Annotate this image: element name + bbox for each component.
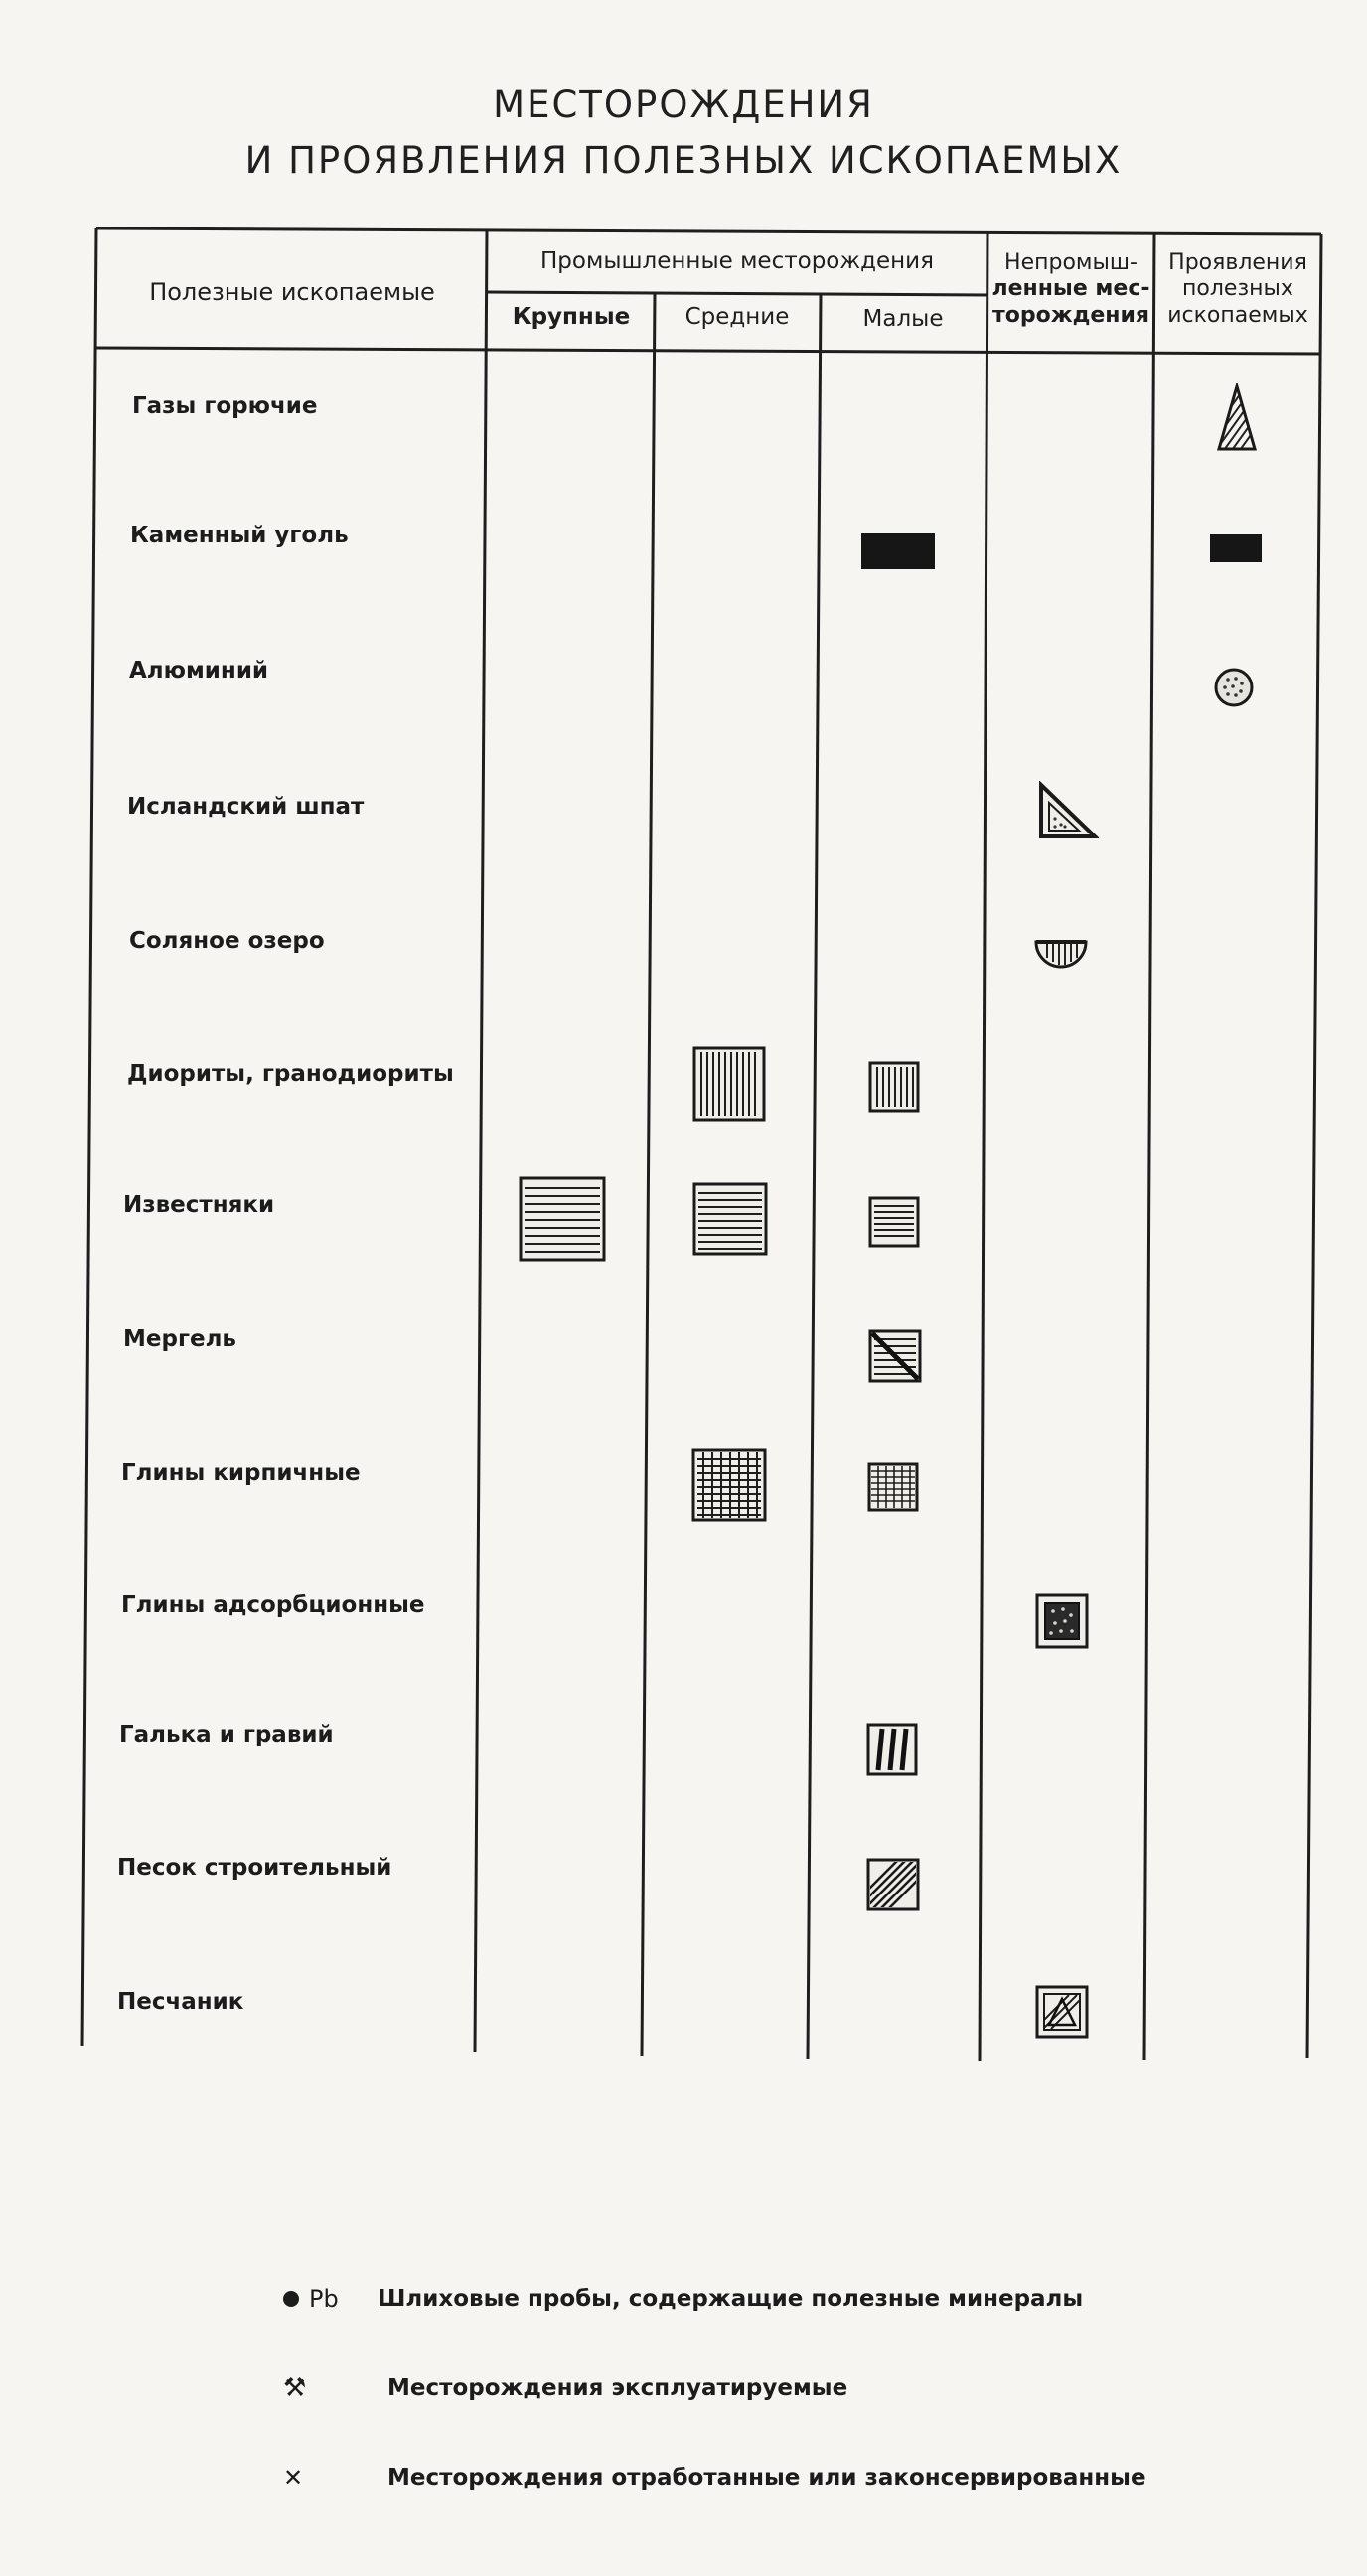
header-minerals: Полезные ископаемые <box>149 278 435 306</box>
row-label-brick-clays: Глины кирпичные <box>121 1460 361 1486</box>
header-large: Крупные <box>512 304 631 330</box>
legend-item-placer-samples <box>283 2279 1083 2319</box>
row-label-salt-lake: Соляное озеро <box>129 928 325 954</box>
row-label-sandstone: Песчаник <box>117 1989 244 2015</box>
iceland-spar-triangle-icon <box>1035 781 1099 842</box>
limestones-small-deposit-icon <box>868 1196 920 1248</box>
salt-lake-semicircle-icon <box>1033 938 1089 978</box>
building-sand-small-deposit-icon <box>866 1858 920 1911</box>
legend-text-depleted: Месторождения отработанные или законсервированные <box>387 2465 1146 2491</box>
dot-icon <box>283 2291 299 2307</box>
header-manifestations-line2: полезных <box>1182 276 1293 302</box>
header-nonindustrial <box>987 250 1154 329</box>
header-nonindustrial-line3: торождения <box>991 302 1150 328</box>
limestones-medium-deposit-icon <box>692 1182 768 1256</box>
diorites-small-deposit-icon <box>868 1061 920 1113</box>
row-label-iceland-spar: Исландский шпат <box>127 794 365 820</box>
page-title-line2: И ПРОЯВЛЕНИЯ ПОЛЕЗНЫХ ИСКОПАЕМЫХ <box>244 139 1123 182</box>
legend-item-depleted <box>283 2458 1146 2498</box>
header-manifestations-line1: Проявления <box>1168 250 1307 275</box>
header-nonindustrial-line2: ленные мес- <box>991 276 1150 302</box>
brick-clays-small-deposit-icon <box>867 1462 919 1512</box>
row-label-combustible-gases: Газы горючие <box>132 393 318 419</box>
legend-item-exploited <box>283 2368 847 2408</box>
coal-small-deposit-icon <box>860 532 936 572</box>
brick-clays-medium-deposit-icon <box>691 1448 767 1522</box>
header-manifestations <box>1154 250 1321 329</box>
row-label-aluminium: Алюминий <box>129 658 269 683</box>
row-label-limestones: Известняки <box>123 1192 275 1218</box>
legend-symbol-pb: Pb <box>309 2285 339 2313</box>
row-label-diorites: Диориты, гранодиориты <box>127 1061 454 1087</box>
aluminium-dotted-circle-icon <box>1212 666 1256 709</box>
coal-manifestation-icon <box>1208 532 1264 566</box>
row-label-pebbles-gravel: Галька и гравий <box>119 1722 334 1747</box>
gas-triangle-icon <box>1216 383 1258 453</box>
header-industrial: Промышленные месторождения <box>540 248 934 274</box>
sandstone-deposit-icon <box>1035 1985 1089 2039</box>
limestones-large-deposit-icon <box>519 1176 606 1262</box>
header-nonindustrial-line1: Непромыш- <box>1004 250 1138 275</box>
header-medium: Средние <box>684 304 790 330</box>
row-label-adsorption-clays: Глины адсорбционные <box>121 1592 425 1618</box>
adsorption-clays-deposit-icon <box>1035 1593 1089 1649</box>
header-manifestations-line3: ископаемых <box>1167 302 1308 328</box>
page-title-line1: МЕСТОРОЖДЕНИЯ <box>493 83 874 126</box>
header-small: Малые <box>862 306 944 332</box>
legend-text-exploited: Месторождения эксплуатируемые <box>387 2375 848 2401</box>
legend-text-placer-samples: Шлиховые пробы, содержащие полезные минералы <box>378 2286 1084 2312</box>
row-label-coal: Каменный уголь <box>130 523 349 548</box>
diorites-medium-deposit-icon <box>692 1046 766 1122</box>
row-label-marl: Мергель <box>123 1326 236 1352</box>
row-label-building-sand: Песок строительный <box>117 1855 392 1881</box>
pebbles-gravel-small-deposit-icon <box>866 1723 918 1776</box>
crossed-hammers-icon: ⚒ <box>283 2373 307 2403</box>
crossed-hammers-inverted-icon: ✕ <box>283 2464 304 2492</box>
marl-small-deposit-icon <box>868 1329 922 1383</box>
